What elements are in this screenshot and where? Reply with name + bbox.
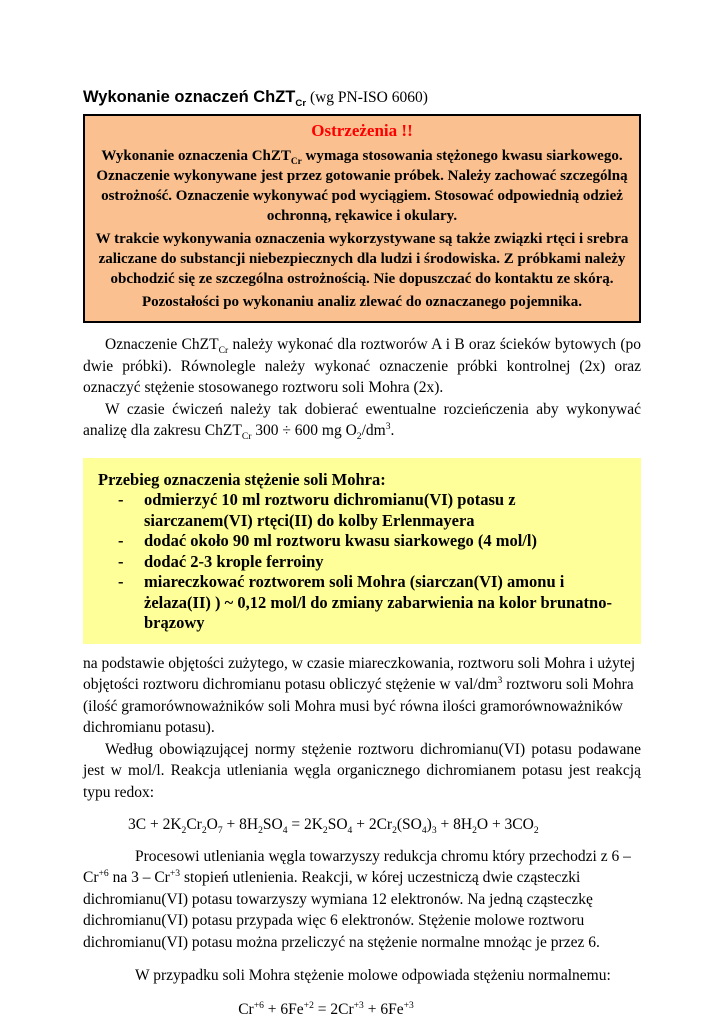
dash-bullet: - (118, 531, 124, 550)
dash-bullet: - (118, 551, 124, 571)
procedure-step-3: dodać 2-3 krople ferroiny (144, 551, 324, 571)
warning-paragraph-acid: Wykonanie oznaczenia ChZT$_{Cr}$ wymaga stosowania stężonego kwasu siarkowego. Oznaczenie wykonywane jest przez gotowanie próbek. Należy zachować szczególną ostrożność. Oznaczenie wykonywać pod wyciągiem. Stosować odpowiednią odzież ochronną, rękawice i okulary. (96, 148, 628, 224)
list-item (118, 531, 627, 552)
dash-bullet: - (118, 490, 124, 509)
warning-paragraph-waste: Pozostałości po wykonaniu analiz zlewać do oznaczanego pojemnika. (141, 294, 582, 310)
dash-bullet: - (118, 572, 124, 591)
title-subscript: Cr (295, 98, 307, 110)
redox-equation: $3C + 2K_2Cr_2O_7 + 8H_2SO_4 = 2K_2SO_4 + 2Cr_2(SO_4)_3 + 8H_2O + 3CO_2$ (128, 816, 539, 837)
procedure-heading: Przebieg oznaczenia stężenie soli Mohra: (98, 469, 386, 489)
list-item (118, 552, 627, 573)
intro-paragraph: Oznaczenie ChZT$_{Cr}$ należy wykonać dla roztworów A i B oraz ścieków bytowych (po dwie próbki). Równolegle należy wykonać oznaczenie próbki kontrolnej (2x) oraz oznaczyć stężenie stosowanego roztworu soli Mohra (2x). (83, 336, 641, 396)
range-paragraph: W czasie ćwiczeń należy tak dobierać ewentualne rozcieńczenia aby wykonywać analizę dla zakresu ChZT$_{Cr}$ 300 ÷ 600 mg $O_2/dm^3$. (83, 400, 641, 443)
procedure-step-2: dodać około 90 ml roztworu kwasu siarkowego (4 mol/l) (144, 531, 537, 550)
norm-paragraph: Według obowiązującej normy stężenie roztworu dichromianu(VI) potasu podawane jest w mol/l. Reakcja utleniania węgla organicznego dichromianem potasu jest reakcją typu redox: (83, 740, 641, 801)
page-title (83, 88, 641, 110)
warning-box (83, 114, 641, 323)
procedure-step-1: odmierzyć 10 ml roztworu dichromianu(VI) potasu z siarczanem(VI) rtęci(II) do kolby Erlenmayera (144, 490, 516, 530)
warning-paragraph-mercury: W trakcie wykonywania oznaczenia wykorzystywane są także związki rtęci i srebra zaliczane do substancji niebezpiecznych dla ludzi i środowiska. Z próbkami należy obchodzić się ze szczególna ostrożnością. Nie dopuszczać do kontaktu ze skórą. (95, 231, 629, 287)
list-item (118, 490, 627, 531)
title-standard-reference: (wg PN-ISO 6060) (306, 89, 428, 106)
mohr-salt-paragraph: W przypadku soli Mohra stężenie molowe odpowiada stężeniu normalnemu: (135, 967, 611, 984)
list-item (118, 572, 627, 634)
warning-heading: Ostrzeżenia !! (311, 121, 413, 140)
mohr-equation: $Cr^{+6} + 6Fe^{+2} = 2Cr^{+3} + 6Fe^{+3}$ (238, 999, 414, 1018)
procedure-box (83, 458, 641, 644)
title-main: Wykonanie oznaczeń ChZT (83, 88, 296, 106)
calculation-paragraph: na podstawie objętości zużytego, w czasie miareczkowania, roztworu soli Mohra i użytej objętości roztworu dichromianu potasu obliczyć stężenie w val/$dm^3$ roztworu soli Mohra (ilość gramorównoważników soli Mohra musi być równa ilości gramorównoważników dichromianu potasu). (83, 654, 636, 736)
procedure-list (98, 490, 627, 634)
procedure-step-4: miareczkować roztworem soli Mohra (siarczan(VI) amonu i żelaza(II) ) ~ 0,12 mol/l do zmiany zabarwienia na kolor brunatno-brązowy (144, 572, 612, 632)
electron-exchange-paragraph: Procesowi utleniania węgla towarzyszy redukcja chromu który przechodzi z $6 - Cr^{+6}$ na $3 - Cr^{+3}$ stopień utlenienia. Reakcji, w kórej uczestniczą dwie cząsteczki dichromianu(VI) potasu towarzyszy wymiana 12 elektronów. Na jedną cząsteczkę dichromianu(VI) potasu przypada więc 6 elektronów. Stężenie molowe roztworu dichromianu(VI) potasu można przeliczyć na stężenie normalne mnożąc je przez 6. (83, 847, 631, 951)
